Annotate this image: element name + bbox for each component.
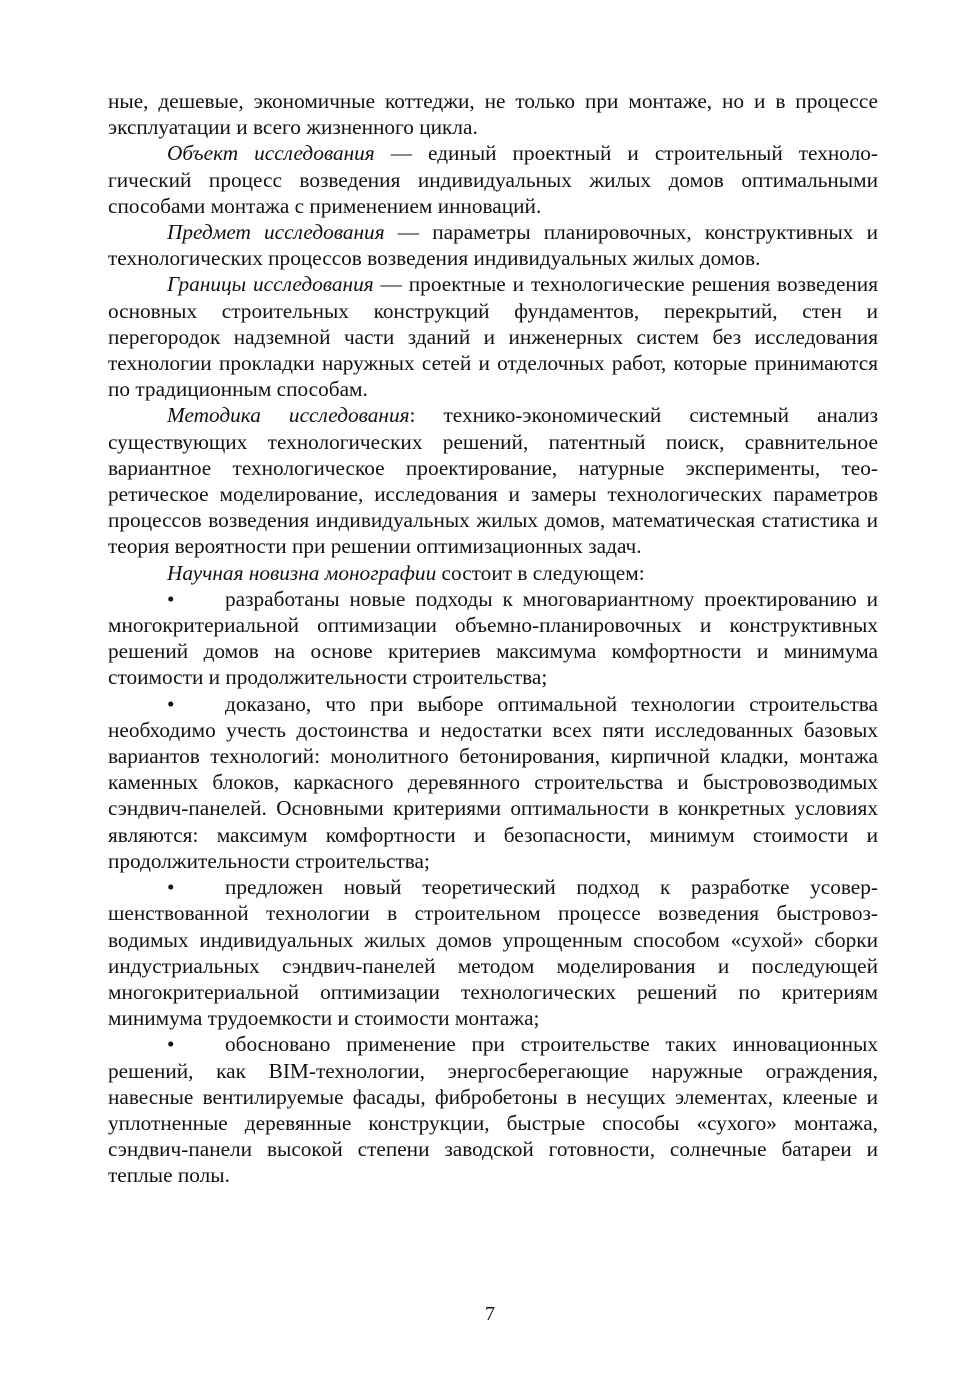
research-object-text: — единый проектный и строительный технологический процесс возведения индивидуальных жилых домов оптимальными способами монтажа с применением инноваций. — [108, 141, 878, 218]
list-item — [108, 874, 878, 1031]
paragraph-research-subject — [108, 219, 878, 271]
list-item — [108, 691, 878, 874]
research-method-label: Методика исследования — [167, 403, 410, 428]
research-boundaries-text: — проектные и технологические решения возведения основных строительных конструкций фундаментов, перекрытий, стен и перегородок надземной части зданий и инженерных систем без исследования технологии прокладки наружных сетей и отделочных работ, которые принимаются по традиционным способам. — [108, 272, 878, 402]
research-subject-text: — параметры планировочных, конструктивных и технологических процессов возведения индивидуальных жилых домов. — [108, 220, 878, 271]
bullet-icon: • — [167, 875, 175, 900]
paragraph-research-object — [108, 140, 878, 219]
research-subject-label: Предмет исследования — [167, 220, 385, 245]
scientific-novelty-label: Научная новизна монографии — [167, 560, 437, 585]
page-body — [108, 88, 878, 1189]
list-item-text: предложен новый теоретический подход к разработке усовершенствованной технологии в строительном процессе возведения быстровозводимых индивидуальных жилых домов упрощенным способом «сухой» сборки индустриальных сэндвич-панелей методом моделирования и последующей многокритериальной оптимизации технологических решений по критериям минимума трудоемкости и стоимости монтажа; — [108, 875, 878, 1031]
list-item — [108, 1031, 878, 1188]
research-method-text: : технико-экономический системный анализ существующих технологических решений, патентный поиск, сравнительное вариантное технологическое проектирование, натурные эксперименты, теоретическое моделирование, исследования и замеры технологических параметров процессов возведения индивидуальных жилых домов, математическая статистика и теория вероятности при решении оптимизационных задач. — [108, 403, 878, 559]
paragraph-scientific-novelty — [108, 560, 878, 586]
bullet-icon: • — [167, 1032, 175, 1057]
paragraph-intro-continuation: ные, дешевые, экономичные коттеджи, не только при монтаже, но и в процессе эксплуатации и всего жизненного цикла. — [108, 89, 878, 140]
research-boundaries-label: Границы исследования — [167, 272, 374, 297]
research-object-label: Объект исследования — [167, 141, 375, 166]
list-item-text: доказано, что при выборе оптимальной технологии строительства необходимо учесть достоинства и недостатки всех пяти исследованных базовых вариантов технологий: монолитного бетонирования, кирпичной кладки, монтажа каменных блоков, каркасного деревянного строительства и быстровозводимых сэндвич-панелей. Основными критериями оптимальности в конкретных условиях являются: максимум комфортности и безопасности, минимум стоимости и продолжительности строительства; — [108, 691, 878, 873]
list-item — [108, 586, 878, 691]
bullet-icon: • — [167, 691, 175, 716]
list-item-text: разработаны новые подходы к многовариантному проектированию и многокритериальной оптимизации объемно-планировочных и конструктивных решений домов на основе критериев максимума комфортности и минимума стоимости и продолжительности строительства; — [108, 586, 878, 690]
bullet-icon: • — [167, 586, 175, 611]
paragraph-research-method — [108, 402, 878, 559]
page-number: 7 — [485, 1303, 495, 1325]
scientific-novelty-text: состоит в следующем: — [436, 560, 645, 585]
paragraph-research-boundaries — [108, 271, 878, 402]
list-item-text: обосновано применение при строительстве таких инновационных решений, как BIM-технологии, энергосберегающие наружные ограждения, навесные вентилируемые фасады, фибробетоны в несущих элементах, клееные и уплотненные деревянные конструкции, быстрые способы «сухого» монтажа, сэндвич-панели высокой степени заводской готовности, солнечные батареи и теплые полы. — [108, 1032, 878, 1188]
